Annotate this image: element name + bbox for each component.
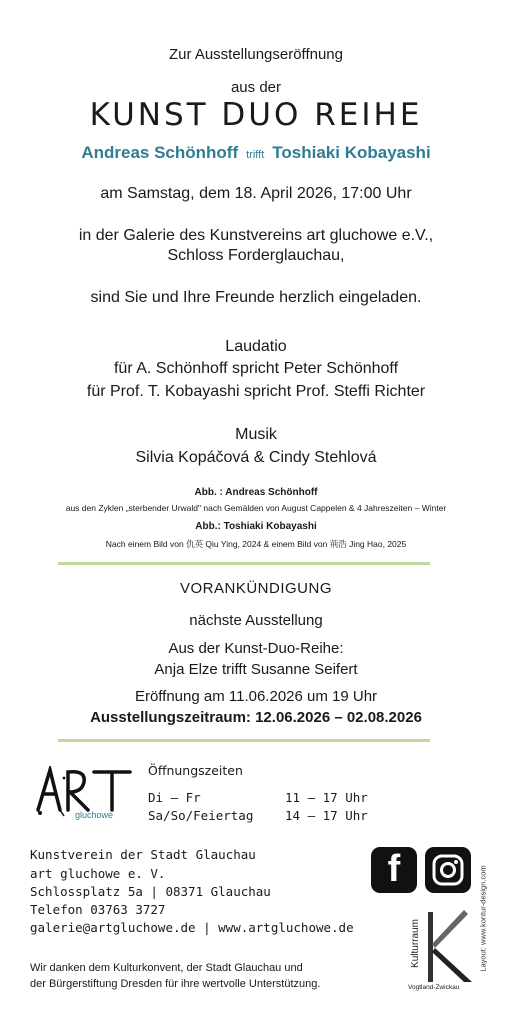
abb2-heading: Abb.: Toshiaki Kobayashi (195, 521, 317, 532)
trifft-text: trifft (246, 149, 265, 161)
instagram-glyph (425, 847, 471, 893)
musik-heading: Musik (235, 426, 277, 443)
preview-artists: Anja Elze trifft Susanne Seifert (154, 661, 358, 678)
thanks-line-1: Wir danken dem Kulturkonvent, der Stadt Glauchau und (30, 962, 303, 974)
abb1-heading: Abb. : Andreas Schönhoff (194, 487, 318, 498)
facebook-glyph: f (387, 848, 401, 890)
musik-names: Silvia Kopáčová & Cindy Stehlová (135, 449, 377, 466)
venue-line-1: in der Galerie des Kunstvereins art gluchowe e.V., (78, 227, 434, 244)
laudatio-heading: Laudatio (225, 338, 287, 355)
preview-next: nächste Ausstellung (189, 612, 323, 629)
preview-period: Ausstellungszeitraum: 12.06.2026 – 02.08.2026 (90, 709, 422, 726)
address-phone: Telefon 03763 3727 (30, 902, 166, 917)
address-line-2: art gluchowe e. V. (30, 866, 166, 881)
page-title: KUNST DUO REIHE (89, 97, 423, 133)
laudatio-line-2: für Prof. T. Kobayashi spricht Prof. Steffi Richter (86, 383, 426, 400)
address-line-1: Kunstverein der Stadt Glauchau (30, 847, 256, 862)
preview-opening: Eröffnung am 11.06.2026 um 19 Uhr (134, 688, 378, 705)
art-logo-sub: gluchowe (75, 810, 114, 820)
address-line-3: Schlossplatz 5a | 08371 Glauchau (30, 884, 271, 899)
divider-top (58, 562, 430, 565)
preview-series: Aus der Kunst-Duo-Reihe: (168, 640, 344, 657)
kulturraum-name: Kulturraum (409, 919, 421, 968)
facebook-icon[interactable] (371, 847, 417, 893)
aus-der-text: aus der (230, 79, 282, 96)
event-date: am Samstag, dem 18. April 2026, 17:00 Uhr (100, 185, 412, 202)
artist-b: Toshiaki Kobayashi (272, 143, 431, 162)
invite-text: sind Sie und Ihre Freunde herzlich eingeladen. (90, 289, 422, 306)
preview-heading: VORANKÜNDIGUNG (179, 580, 332, 597)
artist-a: Andreas Schönhoff (81, 143, 239, 162)
laudatio-line-1: für A. Schönhoff spricht Peter Schönhoff (113, 360, 399, 377)
kulturraum-logo (408, 908, 480, 992)
intro-text: Zur Ausstellungseröffnung (168, 46, 343, 63)
layout-credit: Layout: www.kontur-design.com (478, 865, 488, 972)
hours-row-1-time: 11 – 17 Uhr (285, 790, 368, 805)
artist-names (0, 143, 512, 163)
kulturraum-region: Vogtland-Zwickau (408, 984, 460, 991)
venue-line-2: Schloss Forderglauchau, (167, 247, 345, 264)
hours-row-2-time: 14 – 17 Uhr (285, 808, 368, 823)
art-gluchowe-logo (34, 766, 134, 822)
hours-heading: Öffnungszeiten (148, 763, 243, 778)
thanks-line-2: der Bürgerstiftung Dresden für ihre wertvolle Unterstützung. (30, 978, 321, 990)
abb2-text: Nach einem Bild von 仇英 Qiu Ying, 2024 & einem Bild von 荊浩 Jing Hao, 2025 (105, 539, 407, 549)
abb1-text: aus den Zyklen „sterbender Urwald" nach Gemälden von August Cappelen & 4 Jahreszeiten – Winter (65, 503, 447, 513)
instagram-icon[interactable] (425, 847, 471, 893)
hours-row-2-days: Sa/So/Feiertag (148, 808, 254, 823)
hours-row-1-days: Di – Fr (148, 790, 201, 805)
divider-bottom (58, 739, 430, 742)
address-web[interactable]: galerie@artgluchowe.de | www.artgluchowe.de (30, 920, 354, 935)
